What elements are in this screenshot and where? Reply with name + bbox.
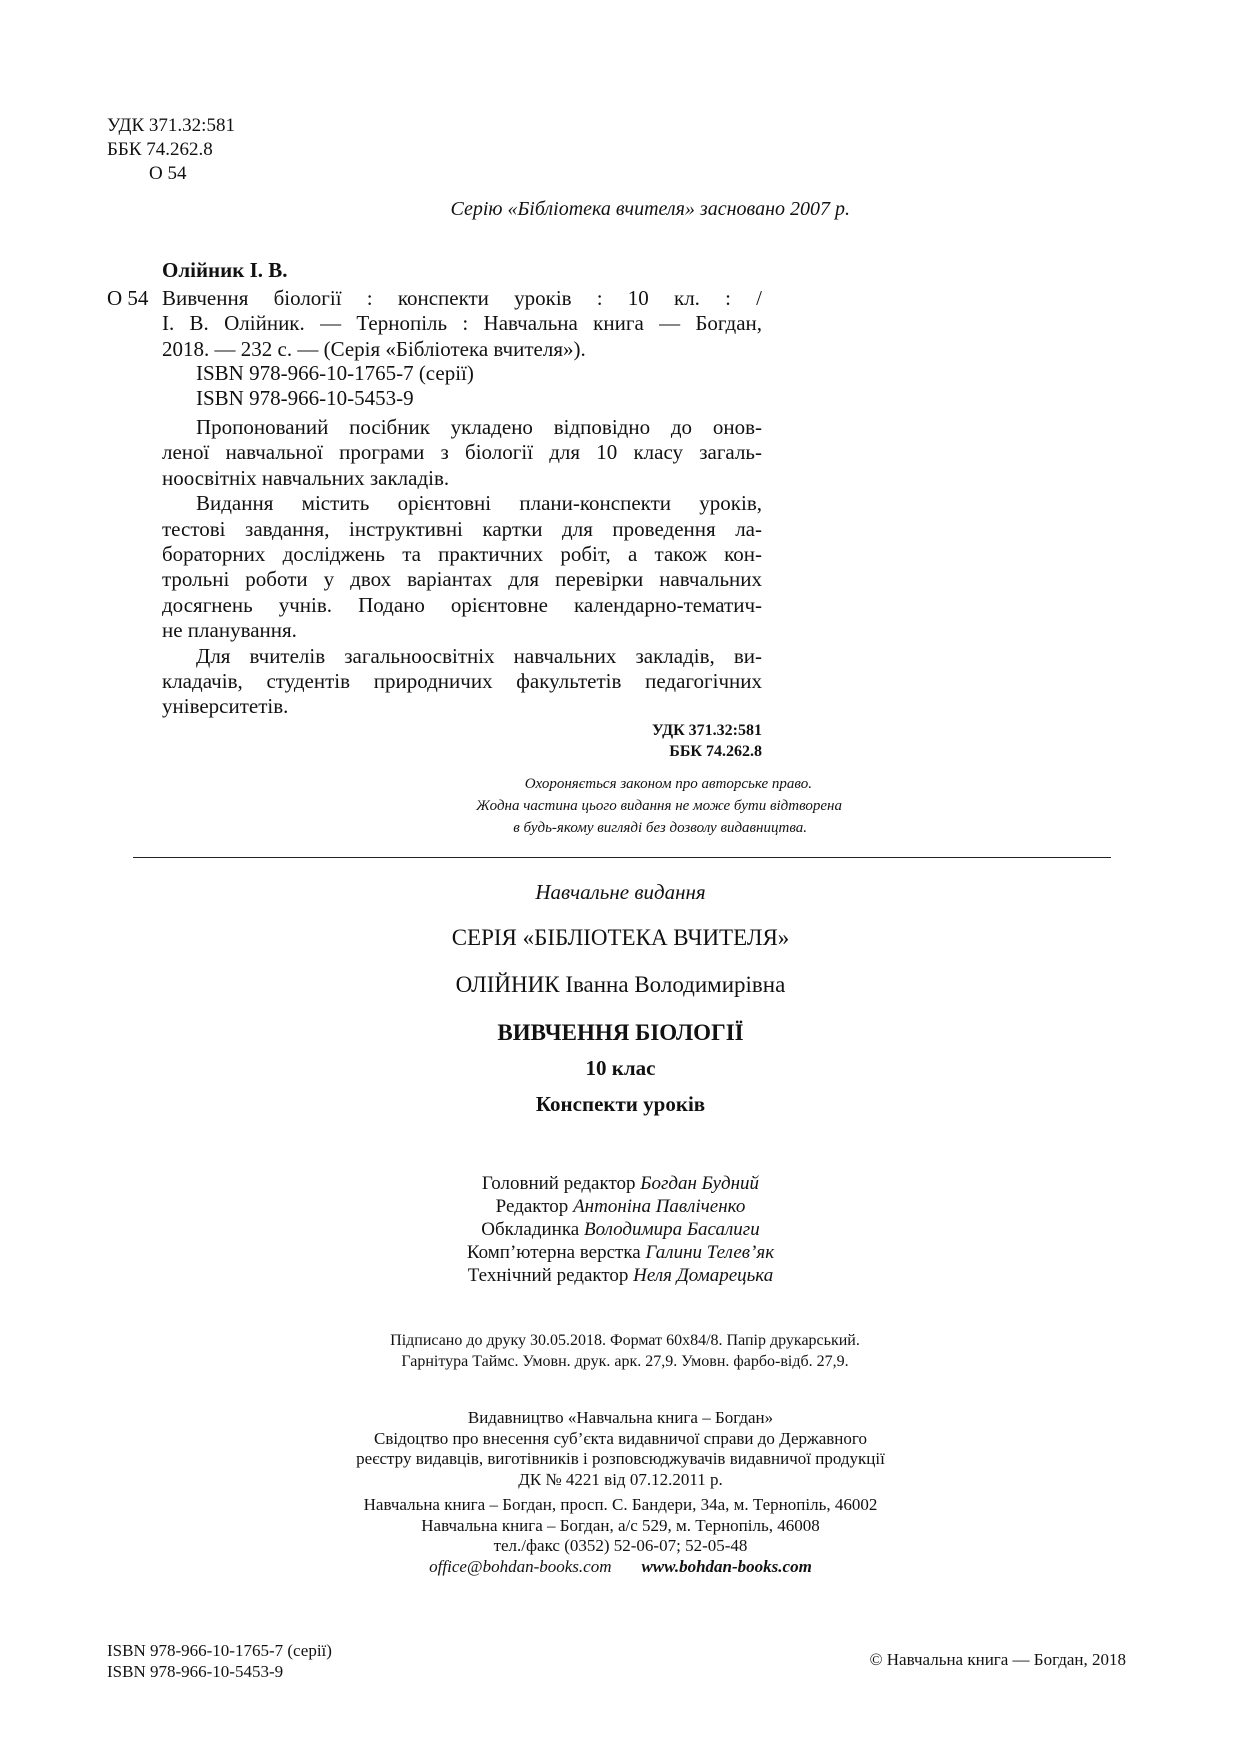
contact-line <box>0 1557 1241 1578</box>
staff-name: Неля Домарецька <box>633 1265 774 1286</box>
staff-line <box>0 1218 1241 1241</box>
annotation-line: досягнень учнів. Подано орієнтовне календарно-тематич- <box>162 592 762 617</box>
staff-role: Обкладинка <box>481 1219 580 1240</box>
staff-line <box>0 1241 1241 1264</box>
bbk-bold: ББК 74.262.8 <box>669 743 762 760</box>
catalog-isbn-block <box>196 361 474 412</box>
divider-line <box>133 857 1111 858</box>
staff-name: Галини Телев’як <box>645 1242 775 1263</box>
annotation-line: трольні роботи у двох варіантах для перевірки навчальних <box>162 567 762 592</box>
isbn-series: ISBN 978-966-10-1765-7 (серії) <box>196 361 474 385</box>
bbk-code: ББК 74.262.8 <box>107 139 213 160</box>
annotation-line: Для вчителів загальноосвітніх навчальних закладів, ви- <box>196 643 762 668</box>
publisher-line: ДК № 4221 від 07.12.2011 р. <box>518 1469 723 1489</box>
annotation-line: Видання містить орієнтовні плани-конспекти уроків, <box>196 491 762 516</box>
book-grade: 10 клас <box>585 1056 656 1080</box>
footer-isbn-book: ISBN 978-966-10-5453-9 <box>107 1662 284 1681</box>
staff-line <box>0 1195 1241 1218</box>
udk-code: УДК 371.32:581 <box>107 115 235 136</box>
staff-role: Головний редактор <box>481 1173 636 1194</box>
book-subtitle: Конспекти уроків <box>535 1092 706 1116</box>
phone-line: тел./факс (0352) 52-06-07; 52-05-48 <box>493 1536 748 1555</box>
annotation-line: університетів. <box>162 694 289 719</box>
publisher-line: Видавництво «Навчальна книга – Богдан» <box>467 1408 774 1427</box>
series-founded-note: Серію «Бібліотека вчителя» засновано 2007 р. <box>450 198 850 220</box>
staff-name: Антоніна Павліченко <box>573 1196 746 1217</box>
copyright-protection-note <box>0 773 1000 839</box>
book-title: ВИВЧЕННЯ БІОЛОГІЇ <box>497 1020 744 1045</box>
desc-line: Вивчення біології : конспекти уроків : 10 кл. : / <box>162 286 762 310</box>
address-line: Навчальна книга – Богдан, а/с 529, м. Тернопіль, 46008 <box>421 1515 820 1535</box>
udk-bold: УДК 371.32:581 <box>651 722 762 739</box>
edition-type: Навчальне видання <box>535 880 706 904</box>
annotation-line: тестові завдання, інструктивні картки для проведення ла- <box>162 516 762 541</box>
publisher-line: реєстру видавців, виготівників і розповсюджувачів видавничої продукції <box>356 1449 885 1468</box>
address-line: Навчальна книга – Богдан, просп. С. Бандери, 34а, м. Тернопіль, 46002 <box>363 1495 878 1514</box>
desc-line: 2018. — 232 с. — (Серія «Бібліотека вчителя»). <box>162 336 586 361</box>
print-info <box>0 1330 1241 1372</box>
copyright-line: Охороняється законом про авторське право. <box>524 776 812 792</box>
staff-role: Комп’ютерна верстка <box>466 1242 641 1263</box>
annotation-line: кладачів, студентів природничих факультетів педагогічних <box>162 669 762 694</box>
email-link[interactable]: office@bohdan-books.com <box>429 1556 612 1576</box>
staff-role: Технічний редактор <box>467 1265 629 1286</box>
copyright-line: в будь-якому вигляді без дозволу видавництва. <box>513 820 807 836</box>
publisher-line: Свідоцтво про внесення суб’єкта видавничої справи до Державного <box>374 1428 867 1448</box>
catalog-description <box>162 286 762 362</box>
footer-copyright: © Навчальна книга — Богдан, 2018 <box>869 1650 1126 1669</box>
catalog-author: Олійник І. В. <box>162 258 288 282</box>
author-full-name: ОЛІЙНИК Іванна Володимирівна <box>455 972 786 997</box>
print-line: Гарнітура Таймс. Умовн. друк. арк. 27,9. Умовн. фарбо-відб. 27,9. <box>401 1353 849 1370</box>
catalog-codes-bold <box>162 720 762 762</box>
annotation-line: ноосвітніх навчальних закладів. <box>162 465 450 490</box>
staff-name: Володимира Басалиги <box>583 1219 760 1240</box>
classification-codes <box>107 114 235 186</box>
staff-line <box>0 1264 1241 1287</box>
footer-isbn-series: ISBN 978-966-10-1765-7 (серії) <box>107 1641 332 1660</box>
publisher-info <box>0 1408 1241 1577</box>
author-mark: О 54 <box>149 163 187 184</box>
staff-list <box>0 1172 1241 1287</box>
annotation-line: леної навчальної програми з біології для 10 класу загаль- <box>162 440 762 465</box>
staff-line <box>0 1172 1241 1195</box>
annotation-line: не планування. <box>162 618 297 643</box>
series-title: СЕРІЯ «БІБЛІОТЕКА ВЧИТЕЛЯ» <box>451 925 790 950</box>
desc-line: І. В. Олійник. — Тернопіль : Навчальна книга — Богдан, <box>162 311 762 336</box>
isbn: ISBN 978-966-10-5453-9 <box>196 386 414 411</box>
annotation <box>162 415 762 720</box>
staff-role: Редактор <box>495 1196 569 1217</box>
print-line: Підписано до друку 30.05.2018. Формат 60х84/8. Папір друкарський. <box>390 1332 860 1349</box>
annotation-line: Пропонований посібник укладено відповідно до онов- <box>196 415 762 439</box>
staff-name: Богдан Будний <box>640 1173 760 1194</box>
website-link[interactable]: www.bohdan-books.com <box>641 1556 812 1576</box>
catalog-author-mark: О 54 <box>107 286 149 310</box>
copyright-line: Жодна частина цього видання не може бути відтворена <box>476 798 842 814</box>
annotation-line: бораторних досліджень та практичних робіт, а також кон- <box>162 542 762 567</box>
